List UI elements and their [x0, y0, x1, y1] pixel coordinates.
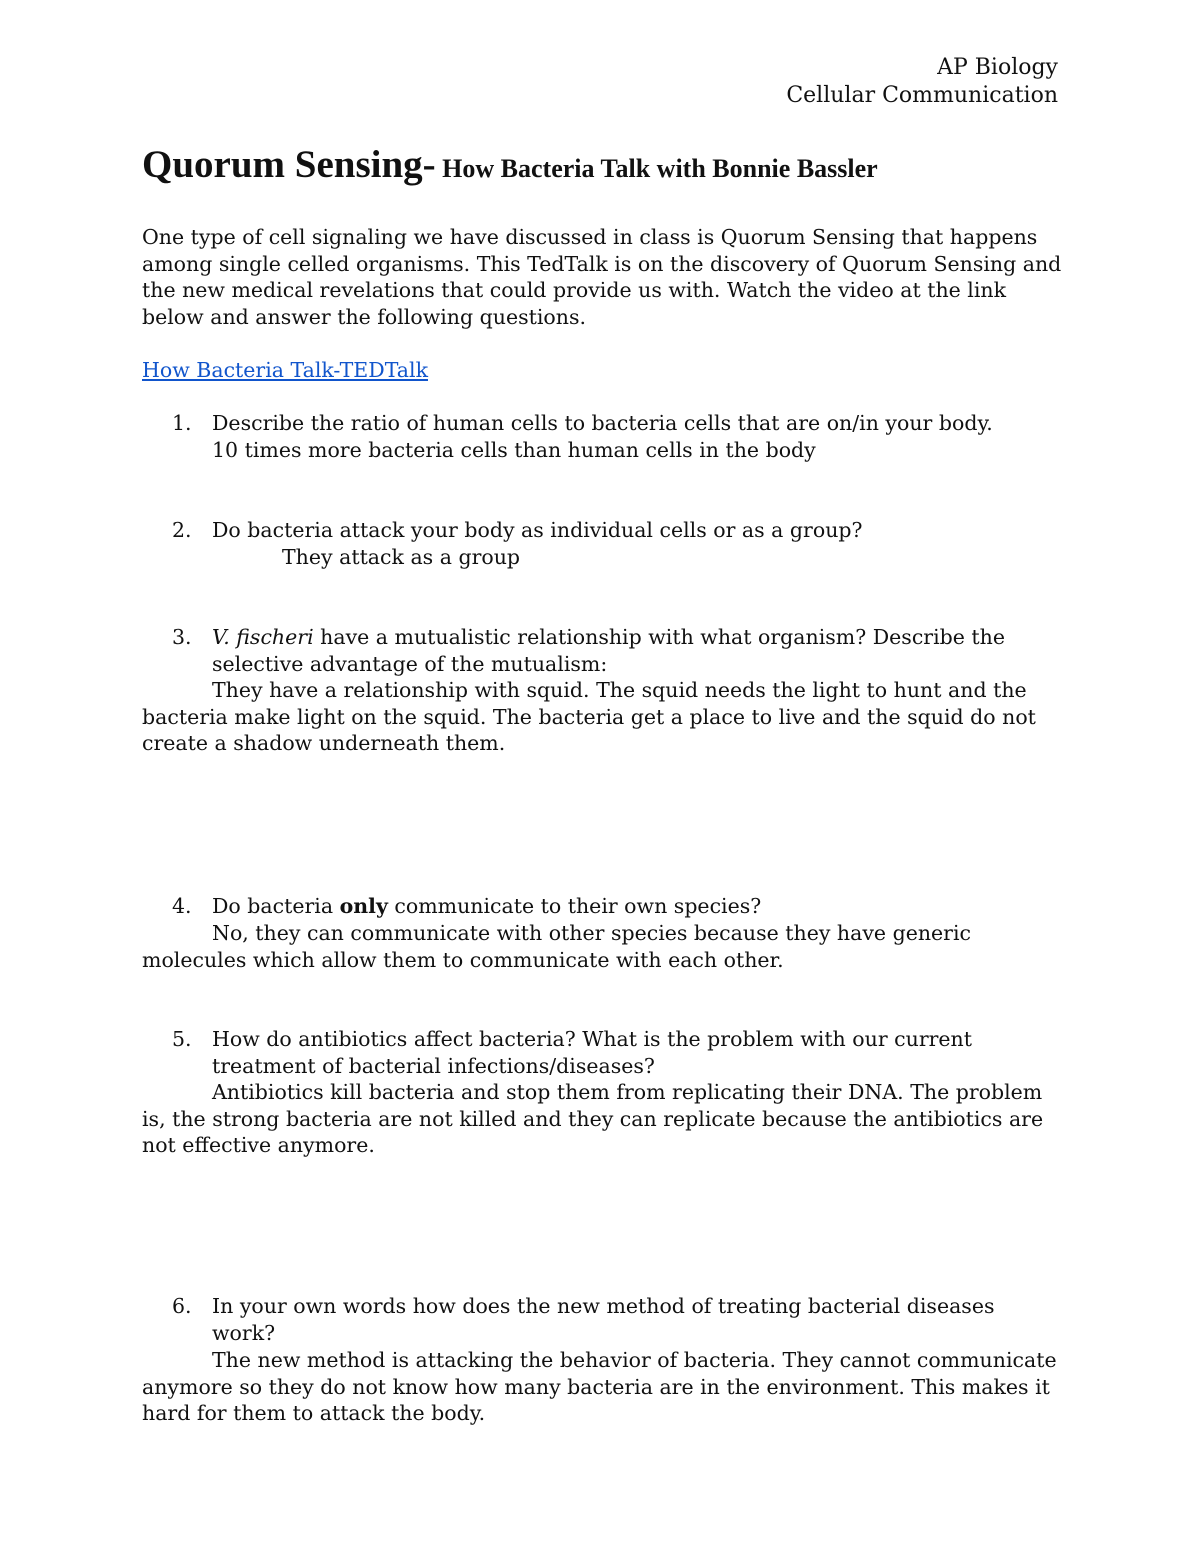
- question-1-answer: 10 times more bacteria cells than human cells in the body: [212, 438, 816, 462]
- question-6-answer: The new method is attacking the behavior of bacteria. They cannot communicate anymore so they do not know how many bacteria are in the environment. This makes it hard for them to attack the body.: [142, 1348, 1057, 1426]
- question-number: 4.: [172, 894, 192, 918]
- question-4-answer: No, they can communicate with other species because they have generic molecules which allow them to communicate with each other.: [142, 921, 972, 972]
- question-5-answer: Antibiotics kill bacteria and stop them from replicating their DNA. The problem is, the strong bacteria are not killed and they can replicate because the antibiotics are not effective anymore.: [142, 1080, 1044, 1158]
- page-title: [142, 142, 878, 187]
- title-sub: How Bacteria Talk with Bonnie Bassler: [435, 154, 878, 183]
- intro-paragraph: One type of cell signaling we have discussed in class is Quorum Sensing that happens among single celled organisms. This TedTalk is on the discovery of Quorum Sensing and the new medical revelations that could provide us with. Watch the video at the link below and answer the following questions.: [142, 225, 1062, 329]
- course-name: AP Biology: [937, 55, 1058, 80]
- title-main: Quorum Sensing-: [142, 143, 436, 186]
- question-4-pre: Do bacteria: [212, 894, 340, 918]
- tedtalk-link[interactable]: How Bacteria Talk-TEDTalk: [142, 358, 428, 382]
- question-number: 1.: [172, 411, 192, 435]
- question-number: 6.: [172, 1294, 192, 1318]
- question-number: 3.: [172, 625, 192, 649]
- question-4-text: [212, 893, 1052, 920]
- question-2-text: Do bacteria attack your body as individual cells or as a group?: [212, 518, 863, 542]
- question-3-body: have a mutualistic relationship with what organism? Describe the selective advantage of the mutualism:: [212, 625, 1005, 676]
- question-1-text: Describe the ratio of human cells to bacteria cells that are on/in your body.: [212, 411, 993, 435]
- unit-name: Cellular Communication: [786, 83, 1058, 108]
- question-number: 5.: [172, 1027, 192, 1051]
- question-3-answer: They have a relationship with squid. The squid needs the light to hunt and the bacteria make light on the squid. The bacteria get a place to live and the squid do not create a shadow underneath them.: [142, 678, 1036, 756]
- header: [786, 54, 1058, 110]
- question-6-text: In your own words how does the new method of treating bacterial diseases work?: [212, 1294, 995, 1345]
- question-5-text: How do antibiotics affect bacteria? What is the problem with our current treatment of bacterial infections/diseases?: [212, 1027, 972, 1078]
- question-4-emphasis: only: [339, 894, 388, 918]
- question-number: 2.: [172, 518, 192, 542]
- question-3-text: [212, 624, 1052, 677]
- question-4-body: communicate to their own species?: [387, 894, 762, 918]
- question-2-answer: They attack as a group: [282, 545, 521, 569]
- species-name: V. fischeri: [212, 625, 314, 649]
